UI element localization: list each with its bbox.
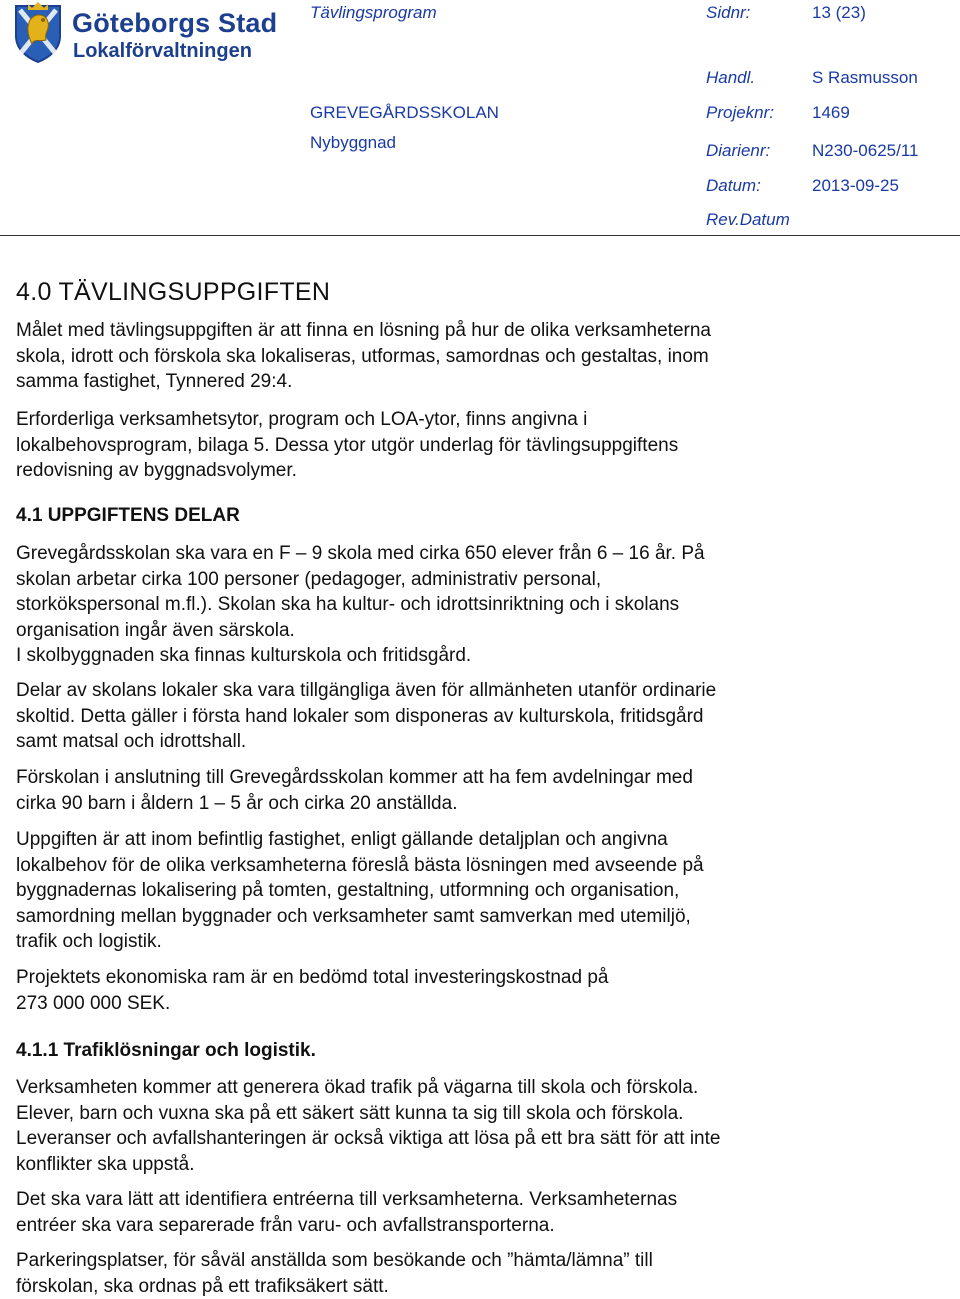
doc-type: Tävlingsprogram bbox=[310, 3, 437, 22]
diarie-label: Diarienr: bbox=[706, 141, 771, 160]
text-line: 273 000 000 SEK. bbox=[16, 992, 171, 1014]
text-line: samordning mellan byggnader och verksamheter samt samverkan med utemiljö, bbox=[16, 905, 691, 927]
revdate-label: Rev.Datum bbox=[706, 210, 790, 229]
page-label: Sidnr: bbox=[706, 3, 751, 22]
text-line: Förskolan i anslutning till Grevegårdsskolan kommer att ha fem avdelningar med bbox=[16, 767, 693, 788]
text-line: förskolan, ska ordnas på ett trafiksäkert sätt. bbox=[16, 1275, 389, 1297]
city-logo bbox=[10, 2, 278, 66]
text-line: I skolbyggnaden ska finnas kulturskola och fritidsgård. bbox=[16, 645, 472, 666]
text-line: Målet med tävlingsuppgiften är att finna en lösning på hur de olika verksamheterna bbox=[16, 320, 711, 341]
text-line: skoltid. Detta gäller i första hand lokaler som disponeras av kulturskola, fritidsgård bbox=[16, 705, 704, 727]
subsection-title: 4.1 UPPGIFTENS DELAR bbox=[16, 505, 240, 526]
text-line: skola, idrott och förskola ska lokaliseras, utformas, samordnas och gestaltas, inom bbox=[16, 345, 709, 367]
text-line: Det ska vara lätt att identifiera entréerna till verksamheterna. Verksamheternas bbox=[16, 1189, 678, 1210]
text-line: samma fastighet, Tynnered 29:4. bbox=[16, 371, 293, 392]
projnr-label: Projeknr: bbox=[706, 103, 775, 122]
text-line: lokalbehovsprogram, bilaga 5. Dessa ytor utgör underlag för tävlingsuppgiftens bbox=[16, 434, 679, 456]
text-line: storkökspersonal m.fl.). Skolan ska ha kultur- och idrottsinriktning och i skolans bbox=[16, 594, 680, 615]
diarie-value: N230-0625/11 bbox=[812, 141, 919, 160]
text-line: skolan arbetar cirka 100 personer (pedagoger, administrativ personal, bbox=[16, 568, 602, 590]
text-line: Delar av skolans lokaler ska vara tillgängliga även för allmänheten utanför ordinarie bbox=[16, 680, 717, 701]
subsection-paragraph-3 bbox=[16, 765, 916, 816]
text-line: organisation ingår även särskola. bbox=[16, 619, 295, 641]
text-line: trafik och logistik. bbox=[16, 931, 162, 952]
traffic-paragraph-1 bbox=[16, 1075, 916, 1177]
handler-value: S Rasmusson bbox=[812, 68, 918, 87]
logo-name: Göteborgs Stad bbox=[72, 8, 278, 38]
handler-label: Handl. bbox=[706, 68, 756, 87]
text-line: byggnadernas lokalisering på tomten, gestaltning, utformning och organisation, bbox=[16, 880, 680, 901]
subsection-paragraph-4 bbox=[16, 827, 916, 955]
coat-of-arms-icon bbox=[10, 2, 66, 64]
text-line: entréer ska vara separerade från varu- och avfallstransporterna. bbox=[16, 1214, 555, 1236]
text-line: lokalbehov för de olika verksamheterna föreslå bästa lösningen med avseende på bbox=[16, 854, 704, 876]
text-line: Verksamheten kommer att generera ökad trafik på vägarna till skola och förskola. bbox=[16, 1077, 699, 1098]
projnr-value: 1469 bbox=[812, 103, 850, 122]
school-name: GREVEGÅRDSSKOLAN bbox=[310, 103, 499, 122]
date-label: Datum: bbox=[706, 176, 761, 195]
traffic-paragraph-3 bbox=[16, 1248, 916, 1299]
text-line: Parkeringsplatser, för såväl anställda som besökande och ”hämta/lämna” till bbox=[16, 1250, 653, 1271]
section-title: 4.0 TÄVLINGSUPPGIFTEN bbox=[16, 278, 331, 306]
header-divider bbox=[0, 235, 960, 236]
intro-paragraph-2 bbox=[16, 407, 916, 484]
text-line: redovisning av byggnadsvolymer. bbox=[16, 460, 297, 481]
subsection-paragraph-2 bbox=[16, 678, 916, 755]
logo-department: Lokalförvaltningen bbox=[73, 40, 252, 62]
text-line: Elever, barn och vuxna ska på ett säkert sätt kunna ta sig till skola och förskola. bbox=[16, 1102, 684, 1124]
text-line: cirka 90 barn i åldern 1 – 5 år och cirka 20 anställda. bbox=[16, 792, 458, 814]
subsubsection-title: 4.1.1 Trafiklösningar och logistik. bbox=[16, 1040, 316, 1061]
subsection-paragraph-1 bbox=[16, 541, 916, 669]
project-kind: Nybyggnad bbox=[310, 133, 397, 152]
text-line: Grevegårdsskolan ska vara en F – 9 skola med cirka 650 elever från 6 – 16 år. På bbox=[16, 543, 705, 564]
page-value: 13 (23) bbox=[812, 3, 866, 22]
text-line: konflikter ska uppstå. bbox=[16, 1153, 195, 1175]
text-line: Projektets ekonomiska ram är en bedömd total investeringskostnad på bbox=[16, 967, 609, 988]
text-line: Leveranser och avfallshanteringen är också viktiga att lösa på ett bra sätt för att inte bbox=[16, 1128, 721, 1149]
intro-paragraph-1 bbox=[16, 318, 916, 395]
text-line: samt matsal och idrottshall. bbox=[16, 731, 247, 752]
text-line: Erforderliga verksamhetsytor, program och LOA-ytor, finns angivna i bbox=[16, 409, 588, 430]
date-value: 2013-09-25 bbox=[812, 176, 899, 195]
subsection-paragraph-5 bbox=[16, 965, 916, 1016]
text-line: Uppgiften är att inom befintlig fastighet, enligt gällande detaljplan och angivna bbox=[16, 829, 668, 850]
traffic-paragraph-2 bbox=[16, 1187, 916, 1238]
